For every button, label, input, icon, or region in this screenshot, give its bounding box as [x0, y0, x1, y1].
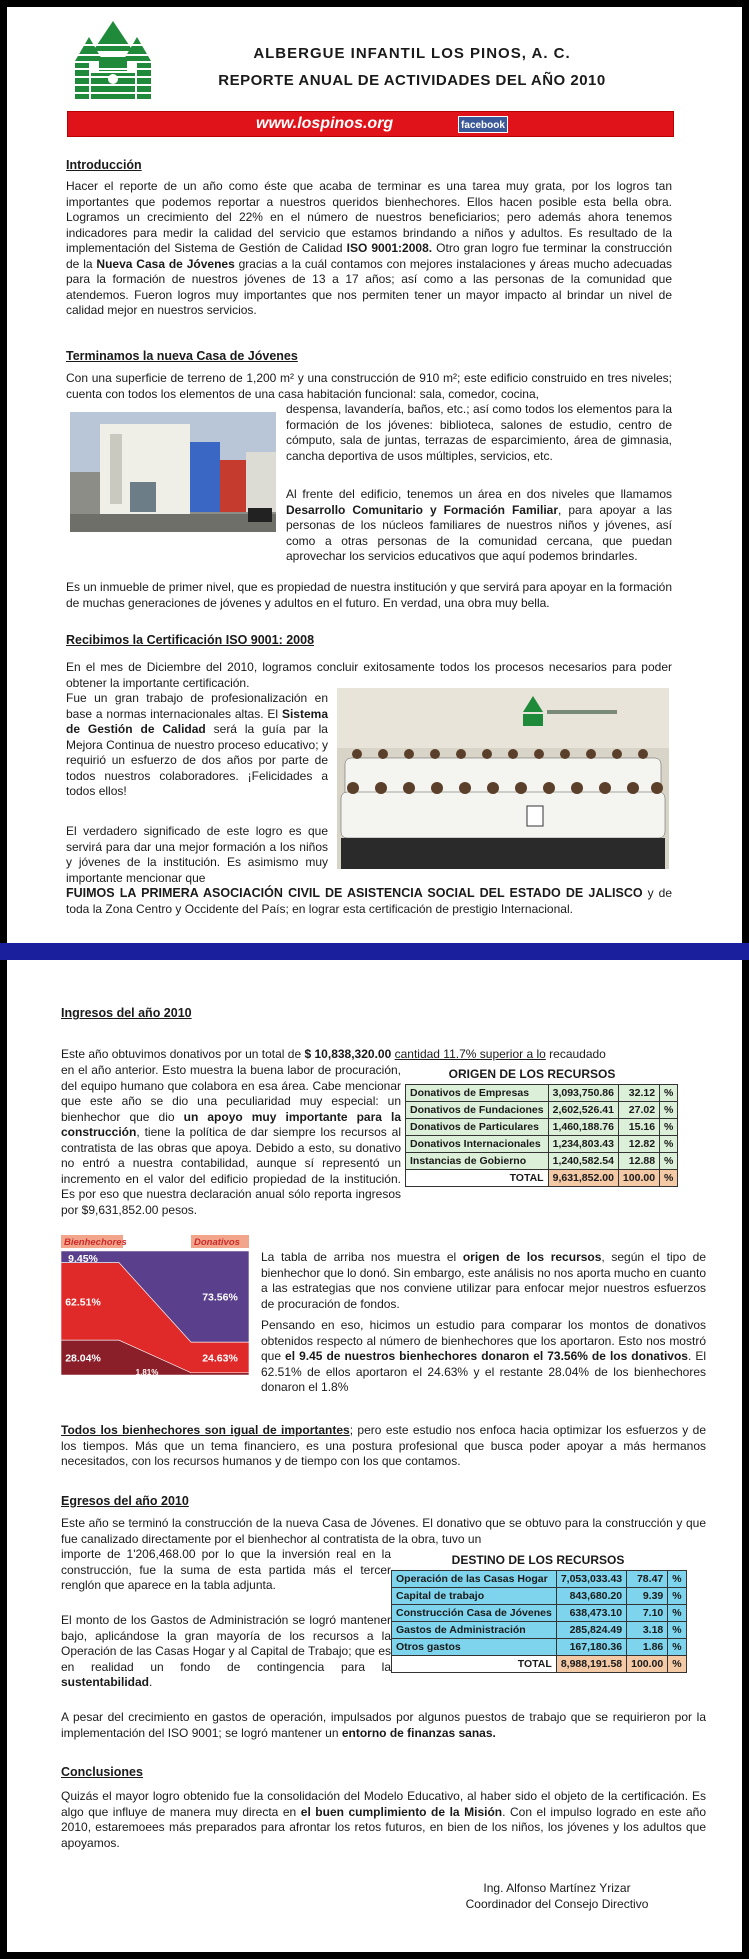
table-row [406, 1153, 678, 1170]
table-cell-pct: 1.86 [627, 1639, 668, 1656]
albergue-logo-icon [69, 17, 157, 103]
table-total-value: 9,631,852.00 [548, 1170, 618, 1187]
report-page-2 [7, 960, 742, 1952]
report-title-org: ALBERGUE INFANTIL LOS PINOS, A. C. [253, 45, 571, 62]
table-cell-pct: 12.82 [618, 1136, 659, 1153]
table-cell-value: 3,093,750.86 [548, 1085, 618, 1102]
table-cell-sym: % [668, 1571, 686, 1588]
table-cell-label: Donativos de Particulares [406, 1119, 549, 1136]
table-cell-pct: 9.39 [627, 1588, 668, 1605]
ingresos-paragraph-1a: Este año obtuvimos donativos por un total de $ 10,838,320.00 cantidad 11.7% superior a lo recaudado [61, 1047, 606, 1061]
table-cell-sym: % [660, 1102, 678, 1119]
table-row [392, 1571, 687, 1588]
table-cell-value: 167,180.36 [556, 1639, 626, 1656]
table-row [406, 1085, 678, 1102]
data-label: 28.04% [65, 1352, 101, 1365]
signer-role: Coordinador del Consejo Directivo [465, 1897, 649, 1911]
website-banner [67, 111, 674, 137]
report-page-1 [7, 7, 742, 943]
table-total-row [392, 1656, 687, 1673]
egresos-paragraph-1b: importe de 1'206,468.00 por lo que la inversión real en la construcción, fue la suma de esta partida más el tercer renglón que aparece en la tabla adjunta. [61, 1547, 391, 1592]
donor-comparison-chart [61, 1235, 249, 1380]
data-label: 73.56% [202, 1291, 238, 1304]
signature-block [407, 1880, 707, 1912]
table-total-label: TOTAL [406, 1170, 549, 1187]
table-cell-label: Operación de las Casas Hogar [392, 1571, 557, 1588]
table-cell-value: 1,240,582.54 [548, 1153, 618, 1170]
conclusiones-paragraph: Quizás el mayor logro obtenido fue la consolidación del Modelo Educativo, al haber sido el objeto de la certificación. Es algo que influye de manera muy directa en el buen cumplimiento de la Misión. Con el impulso logrado en este año 2010, estaremoees más preparados para afrontar los retos futuros, en bien de los niños, los jóvenes y los adultos que apoyamos. [61, 1789, 707, 1850]
casa-heading: Terminamos la nueva Casa de Jóvenes [66, 349, 298, 363]
table-total-row [406, 1170, 678, 1187]
table-cell-sym: % [668, 1605, 686, 1622]
table-cell-label: Donativos de Empresas [406, 1085, 549, 1102]
table-row [406, 1119, 678, 1136]
iso-paragraph-2: El verdadero significado de este logro es que servirá para dar una mejor formación a los niños y jóvenes de la institución. Es asimismo muy importante mencionar que [66, 824, 328, 885]
table-cell-value: 1,234,803.43 [548, 1136, 618, 1153]
ingresos-heading: Ingresos del año 2010 [61, 1006, 192, 1020]
casa-paragraph-3: Es un inmueble de primer nivel, que es propiedad de nuestra institución y que servirá para apoyar en la formación de muchas generaciones de jóvenes y adultos en el futuro. En verdad, una obra muy bella. [66, 580, 672, 610]
table-total-sym: % [660, 1170, 678, 1187]
report-title-year: REPORTE ANUAL DE ACTIVIDADES DEL AÑO 2010 [218, 72, 606, 89]
table-cell-sym: % [660, 1085, 678, 1102]
table-cell-label: Otros gastos [392, 1639, 557, 1656]
conclusiones-heading: Conclusiones [61, 1765, 143, 1779]
table-total-pct: 100.00 [627, 1656, 668, 1673]
casa-jovenes-photo [70, 412, 276, 532]
intro-heading: Introducción [66, 158, 142, 172]
table-cell-label: Gastos de Administración [392, 1622, 557, 1639]
casa-paragraph-1a: Con una superficie de terreno de 1,200 m² y una construcción de 910 m²; este edificio construido en tres niveles; cuenta con todos los elementos de una casa habitación funcional: sala, comedor, cocina, [66, 371, 672, 401]
destino-table-caption: DESTINO DE LOS RECURSOS [451, 1553, 625, 1567]
table-row [392, 1639, 687, 1656]
table-cell-value: 7,053,033.43 [556, 1571, 626, 1588]
table-cell-pct: 12.88 [618, 1153, 659, 1170]
table-cell-sym: % [668, 1588, 686, 1605]
table-row [392, 1622, 687, 1639]
data-label: 9.45% [68, 1253, 98, 1265]
iso-heading: Recibimos la Certificación ISO 9001: 2008 [66, 633, 315, 647]
donor-chart-svg [61, 1235, 249, 1380]
table-cell-value: 285,824.49 [556, 1622, 626, 1639]
origen-table [405, 1084, 678, 1187]
ingresos-paragraph-4: Todos los bienhechores son igual de importantes; pero este estudio nos enfoca hacia optimizar los esfuerzos y de los tiempos. Más que un tema financiero, es una postura profesional que busca poder apoyar a más hermanos necesitados, con los recursos humanos y de tiempo con los que contamos. [61, 1423, 706, 1468]
table-row [392, 1588, 687, 1605]
table-cell-sym: % [668, 1639, 686, 1656]
egresos-paragraph-1a: Este año se terminó la construcción de la nueva Casa de Jóvenes. El donativo que se obtuvo para la construcción y que fue canalizado directamente por el bienhechor al contratista de la obra, tuvo un [61, 1516, 706, 1546]
table-cell-value: 2,602,526.41 [548, 1102, 618, 1119]
casa-paragraph-1b: despensa, lavandería, baños, etc.; así como todos los elementos para la formación de los jóvenes: biblioteca, salones de estudio, centro de cómputo, sala de juntas, terrazas de esparcimiento, área de gimnasia, cancha deportiva de usos múltiples, servicios, etc. [286, 402, 672, 463]
page-separator [0, 943, 749, 960]
origen-table-caption: ORIGEN DE LOS RECURSOS [448, 1067, 616, 1081]
casa-paragraph-2: Al frente del edificio, tenemos un área en dos niveles que llamamos Desarrollo Comunitario y Formación Familiar, para apoyar a las personas de los núcleos familiares de nuestros niños y jóvenes, así como a otras personas de la comunidad cercana, que puedan aprovechar los servicios educativos que aquí podemos brindarles. [286, 487, 672, 563]
egresos-paragraph-3: A pesar del crecimiento en gastos de operación, impulsados por algunos puestos de trabajo que se requirieron por la implementación del ISO 9001; se logró mantener un entorno de finanzas sanas. [61, 1710, 706, 1740]
table-cell-pct: 32.12 [618, 1085, 659, 1102]
table-cell-label: Construcción Casa de Jóvenes [392, 1605, 557, 1622]
table-cell-pct: 7.10 [627, 1605, 668, 1622]
table-total-sym: % [668, 1656, 686, 1673]
data-label: 1.81% [135, 1368, 159, 1377]
egresos-paragraph-2: El monto de los Gastos de Administración se logró mantener bajo, aplicándose la gran mayoría de los recursos a la Operación de las Casas Hogar y al Capital de Trabajo; que es en realidad un fondo de contingencia para la sustentabilidad. [61, 1613, 391, 1689]
iso-paragraph-1b: Fue un gran trabajo de profesionalización en base a normas internacionales altas. El Sistema de Gestión de Calidad será la guía par la Mejora Continua de nuestro proceso educativo; y requirió un esfuerzo de dos años por parte de todos nuestros colaboradores. ¡Felicidades a todos ellos! [66, 691, 328, 798]
table-cell-pct: 27.02 [618, 1102, 659, 1119]
ingresos-paragraph-2: La tabla de arriba nos muestra el origen de los recursos, según el tipo de bienhechor que lo donó. Sin embargo, este análisis no nos aporta mucho en cuanto a las estrategias que nos conviene utilizar para enfocar mejor nuestros esfuerzos de procuración de fondos. [261, 1250, 706, 1311]
table-cell-label: Donativos de Fundaciones [406, 1102, 549, 1119]
facebook-badge[interactable]: facebook [458, 116, 508, 133]
table-cell-value: 1,460,188.76 [548, 1119, 618, 1136]
table-row [406, 1102, 678, 1119]
table-cell-value: 843,680.20 [556, 1588, 626, 1605]
intro-paragraph: Hacer el reporte de un año como éste que acaba de terminar es una tarea muy grata, por los logros tan importantes que podemos reportar a nuestros queridos bienhechores. Ellos hacen posible esta bella obra. Logramos un crecimiento del 22% en el número de nuestros beneficiarios; pero además ahora tenemos indicadores para medir la calidad del servicio que estamos brindando a niños y adultos. Es resultado de la implementación del Sistema de Gestión de Calidad ISO 9001:2008. Otro gran logro fue terminar la construcción de la Nueva Casa de Jóvenes gracias a la cuál contamos con mejores instalaciones y áreas mucho adecuadas para la formación de nuestros jóvenes de 13 a 17 años; así como a las personas de la comunidad que atendemos. Fueron logros muy importantes que nos permiten tener un mayor impacto al brindar un nivel de calidad mejor en nuestros servicios. [66, 179, 673, 317]
category-label: Bienhechores [64, 1237, 127, 1248]
table-total-label: TOTAL [392, 1656, 557, 1673]
table-cell-sym: % [660, 1153, 678, 1170]
table-cell-pct: 78.47 [627, 1571, 668, 1588]
data-label: 24.63% [202, 1352, 238, 1365]
table-total-value: 8,988,191.58 [556, 1656, 626, 1673]
table-row [392, 1605, 687, 1622]
table-cell-sym: % [660, 1136, 678, 1153]
table-cell-pct: 15.16 [618, 1119, 659, 1136]
website-link[interactable]: www.lospinos.org [256, 115, 394, 132]
iso-paragraph-1a: En el mes de Diciembre del 2010, logramos concluir exitosamente todos los procesos necesarios para poder obtener la importante certificación. [66, 660, 672, 690]
signer-name: Ing. Alfonso Martínez Yrizar [483, 1881, 631, 1895]
ingresos-paragraph-1b: en el año anterior. Esto muestra la buena labor de procuración, del equipo humano que colabora en esa área. Cabe mencionar que este año se dio una peculiaridad muy especial: un bienhechor que dio un apoyo muy importante para la construcción, tiene la política de dar siempre los recursos al contratista de las obras que apoya. Debido a esto, su donativo no entró a nuestra contabilidad, aunque sí representó un incremento en el valor del edificio propiedad de la institución. Es por eso que nuestra declaración anual sólo reporta ingresos por $9,631,852.00 pesos. [61, 1063, 401, 1217]
table-cell-label: Instancias de Gobierno [406, 1153, 549, 1170]
table-cell-value: 638,473.10 [556, 1605, 626, 1622]
ingresos-paragraph-3: Pensando en eso, hicimos un estudio para comparar los montos de donativos obtenidos respecto al número de bienhechores que los aportaron. Esto nos mostró que el 9.45 de nuestros bienhechores donaron el 73.56% de los donativos. El 62.51% de ellos aportaron el 24.63% y el restante 28.04% de los bienhechores donaron el 1.8% [261, 1318, 707, 1394]
table-cell-sym: % [668, 1622, 686, 1639]
category-label: Donativos [194, 1237, 240, 1248]
table-cell-pct: 3.18 [627, 1622, 668, 1639]
table-cell-sym: % [660, 1119, 678, 1136]
staff-group-photo [337, 688, 669, 869]
table-cell-label: Donativos Internacionales [406, 1136, 549, 1153]
table-row [406, 1136, 678, 1153]
data-label: 62.51% [65, 1296, 101, 1309]
destino-table [391, 1570, 687, 1673]
table-total-pct: 100.00 [618, 1170, 659, 1187]
egresos-heading: Egresos del año 2010 [61, 1494, 189, 1508]
table-cell-label: Capital de trabajo [392, 1588, 557, 1605]
iso-paragraph-3: FUIMOS LA PRIMERA ASOCIACIÓN CIVIL DE ASISTENCIA SOCIAL DEL ESTADO DE JALISCO y de toda la Zona Centro y Occidente del País; en lograr esta certificación de prestigio Internacional. [66, 886, 673, 916]
